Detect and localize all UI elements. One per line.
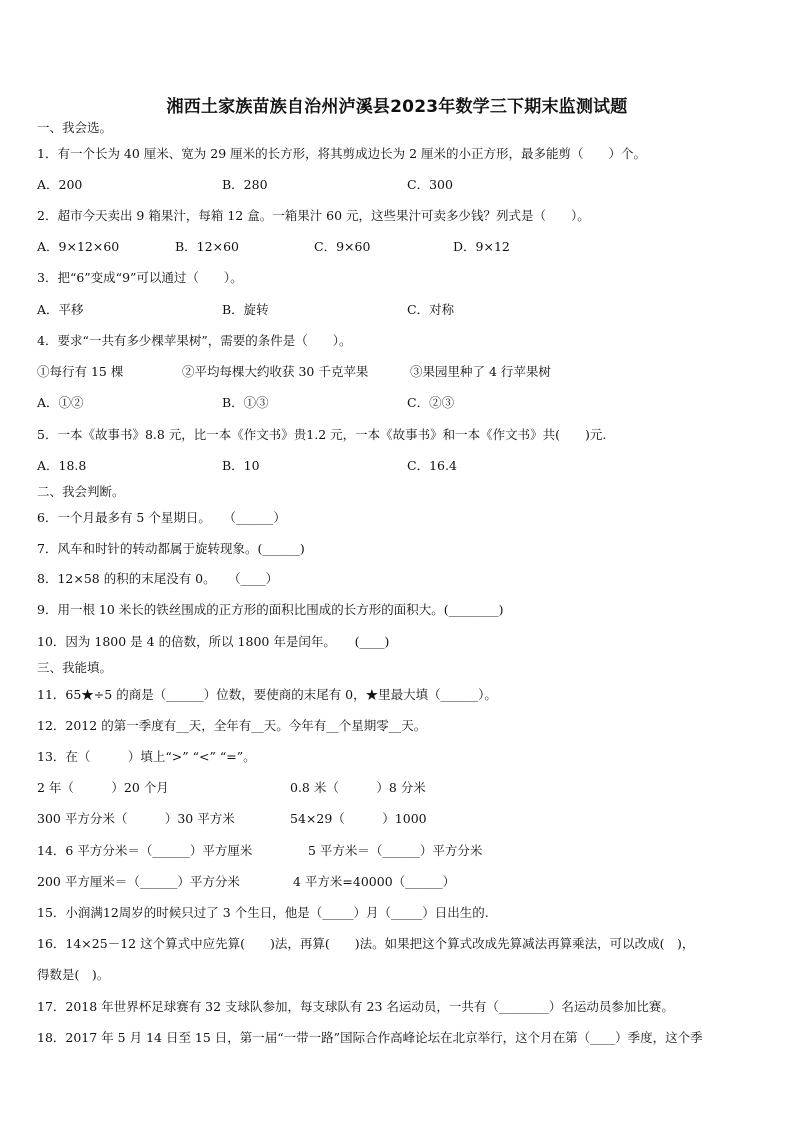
question-5-option-a: A．18.8 xyxy=(37,458,87,473)
question-14-item-3: 200 平方厘米＝（______）平方分米 xyxy=(37,874,240,889)
question-5-option-b: B．10 xyxy=(222,458,260,473)
question-13-item-2: 0.8 米（ ）8 分米 xyxy=(290,780,426,795)
question-13-item-1: 2 年（ ）20 个月 xyxy=(37,780,169,795)
question-1-option-c: C．300 xyxy=(407,177,453,192)
question-16-line-2: 得数是( )。 xyxy=(37,967,110,982)
question-3-option-b: B．旋转 xyxy=(222,302,269,317)
section-heading-2: 二、我会判断。 xyxy=(37,484,125,499)
question-4: 4．要求“一共有多少棵苹果树”，需要的条件是（ ）。 xyxy=(37,333,352,348)
question-15: 15．小润满12周岁的时候只过了 3 个生日，他是（_____）月（_____）日出生的. xyxy=(37,905,489,920)
section-heading-1: 一、我会选。 xyxy=(37,120,113,135)
question-2-option-a: A．9×12×60 xyxy=(37,239,120,254)
question-3-option-c: C．对称 xyxy=(407,302,455,317)
question-4-condition-1: ①每行有 15 棵 xyxy=(37,364,124,379)
question-1-option-b: B．280 xyxy=(222,177,268,192)
question-4-condition-3: ③果园里种了 4 行苹果树 xyxy=(410,364,551,379)
question-2-option-d: D．9×12 xyxy=(453,239,510,254)
question-18: 18．2017 年 5 月 14 日至 15 日，第一届“一带一路”国际合作高峰论坛在北京举行，这个月在第（____）季度，这个季 xyxy=(37,1030,703,1045)
question-6: 6．一个月最多有 5 个星期日。 （______） xyxy=(37,510,286,525)
question-12: 12．2012 的第一季度有__天，全年有__天。今年有__个星期零__天。 xyxy=(37,718,427,733)
question-8: 8．12×58 的积的末尾没有 0。 （____） xyxy=(37,571,279,586)
question-17: 17．2018 年世界杯足球赛有 32 支球队参加，每支球队有 23 名运动员，一共有（________）名运动员参加比赛。 xyxy=(37,999,674,1014)
question-14-item-1: 14．6 平方分米＝（______）平方厘米 xyxy=(37,843,253,858)
question-3: 3．把“6”变成“9”可以通过（ ）。 xyxy=(37,270,243,285)
question-2: 2．超市今天卖出 9 箱果汁，每箱 12 盒。一箱果汁 60 元，这些果汁可卖多少钱？列式是（ ）。 xyxy=(37,208,590,223)
question-16-line-1: 16．14×25－12 这个算式中应先算( )法，再算( )法。如果把这个算式改成先算减法再算乘法，可以改成( )， xyxy=(37,936,695,951)
question-10: 10．因为 1800 是 4 的倍数，所以 1800 年是闰年。 (____) xyxy=(37,634,390,649)
question-5-option-c: C．16.4 xyxy=(407,458,457,473)
question-11: 11．65★÷5 的商是（______）位数，要使商的末尾有 0，★里最大填（______）。 xyxy=(37,687,497,702)
question-1-option-a: A．200 xyxy=(37,177,83,192)
page-title: 湘西土家族苗族自治州泸溪县2023年数学三下期末监测试题 xyxy=(166,97,628,117)
question-9: 9．用一根 10 米长的铁丝围成的正方形的面积比围成的长方形的面积大。(________) xyxy=(37,602,504,617)
question-7: 7．风车和时针的转动都属于旋转现象。(______) xyxy=(37,541,305,556)
question-5: 5．一本《故事书》8.8 元，比一本《作文书》贵1.2 元，一本《故事书》和一本《作文书》共( )元. xyxy=(37,427,607,442)
section-heading-3: 三、我能填。 xyxy=(37,660,113,675)
question-4-option-c: C．②③ xyxy=(407,395,455,410)
question-14-item-2: 5 平方米＝（______）平方分米 xyxy=(308,843,483,858)
question-4-condition-2: ②平均每棵大约收获 30 千克苹果 xyxy=(182,364,369,379)
question-13: 13．在（ ）填上“>” “<” “=”。 xyxy=(37,749,256,764)
question-2-option-c: C．9×60 xyxy=(314,239,371,254)
question-4-option-a: A．①② xyxy=(37,395,84,410)
question-2-option-b: B．12×60 xyxy=(175,239,239,254)
question-13-item-4: 54×29（ ）1000 xyxy=(290,811,427,826)
question-13-item-3: 300 平方分米（ ）30 平方米 xyxy=(37,811,235,826)
question-14-item-4: 4 平方米=40000（______） xyxy=(293,874,456,889)
question-3-option-a: A．平移 xyxy=(37,302,84,317)
question-1: 1．有一个长为 40 厘米、宽为 29 厘米的长方形，将其剪成边长为 2 厘米的小正方形，最多能剪（ ）个。 xyxy=(37,146,647,161)
question-4-option-b: B．①③ xyxy=(222,395,269,410)
